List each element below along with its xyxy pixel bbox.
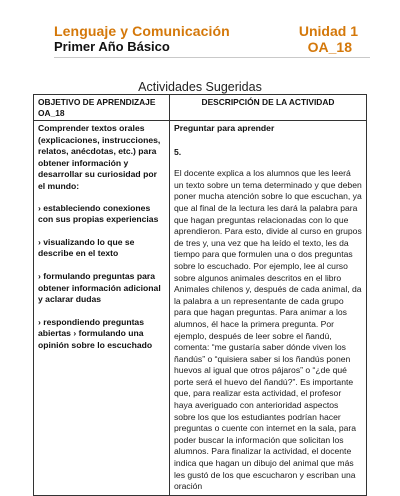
- objective-item: › formulando preguntas para obtener información adicional y aclarar dudas: [38, 270, 161, 305]
- oa-code-label: OA_18: [307, 39, 352, 55]
- objective-item: › visualizando lo que se describe en el texto: [38, 236, 135, 259]
- activity-title: Preguntar para aprender: [174, 123, 275, 133]
- description-column-header: DESCRIPCIÓN DE LA ACTIVIDAD: [170, 95, 367, 121]
- objective-column-header: OBJETIVO DE APRENDIZAJE OA_18: [34, 95, 170, 121]
- objective-cell: [34, 121, 170, 496]
- objective-item: › estableciendo conexiones con sus propias experiencias: [38, 202, 159, 225]
- subject-title: Lenguaje y Comunicación: [54, 23, 230, 39]
- section-title: Actividades Sugeridas: [138, 80, 262, 94]
- objective-main-text: Comprender textos orales (explicaciones, instrucciones, relatos, anécdotas, etc.) para obtener información y desarrollar su curiosidad por el mundo:: [38, 123, 161, 191]
- description-cell: [170, 121, 367, 496]
- objective-item: › respondiendo preguntas abiertas › formulando una opinión sobre lo escuchado: [38, 316, 153, 350]
- activity-table: [33, 94, 367, 496]
- table-header-row: [34, 95, 367, 121]
- table-row: [34, 121, 367, 496]
- grade-title: Primer Año Básico: [54, 39, 170, 54]
- header-divider: [54, 57, 370, 58]
- activity-description: El docente explica a los alumnos que les leerá un texto sobre un tema determinado y que deben poner mucha atención sobre lo que escuchan, ya que al final de la lectura les dará la palabra para que hagan preguntas relacionadas con lo que aprendieron. Para esto, divide al curso en grupos de tres y, una vez que ha leído el texto, les da tiempo para que formulen una o dos preguntas sobre lo escuchado. Por ejemplo, lee al curso sobre algunos animales descritos en el libro Animales chilenos y, después de cada animal, da la palabra a un representante de cada grupo para que hagan preguntas. Para animar a los alumnos, él hace la primera pregunta. Por ejemplo, después de leer sobre el ñandú, comenta: “me gustaría saber dónde viven los ñandús” o “quisiera saber si los ñandús ponen huevos al igual que otros pájaros” o “¿de qué porte será el huevo del ñandú?”. Es importante que, para realizar esta actividad, el profesor haya averiguado con anterioridad aspectos sobre los que los estudiantes podrían hacer preguntas o cuente con internet en la sala, para poder buscar la información que solicitan los alumnos. Para finalizar la actividad, el docente indica que hagan un dibujo del animal que más les gustó de los que escucharon y escriban una oración: [174, 168, 362, 492]
- activity-number: 5.: [174, 146, 182, 157]
- unit-label: Unidad 1: [298, 23, 358, 39]
